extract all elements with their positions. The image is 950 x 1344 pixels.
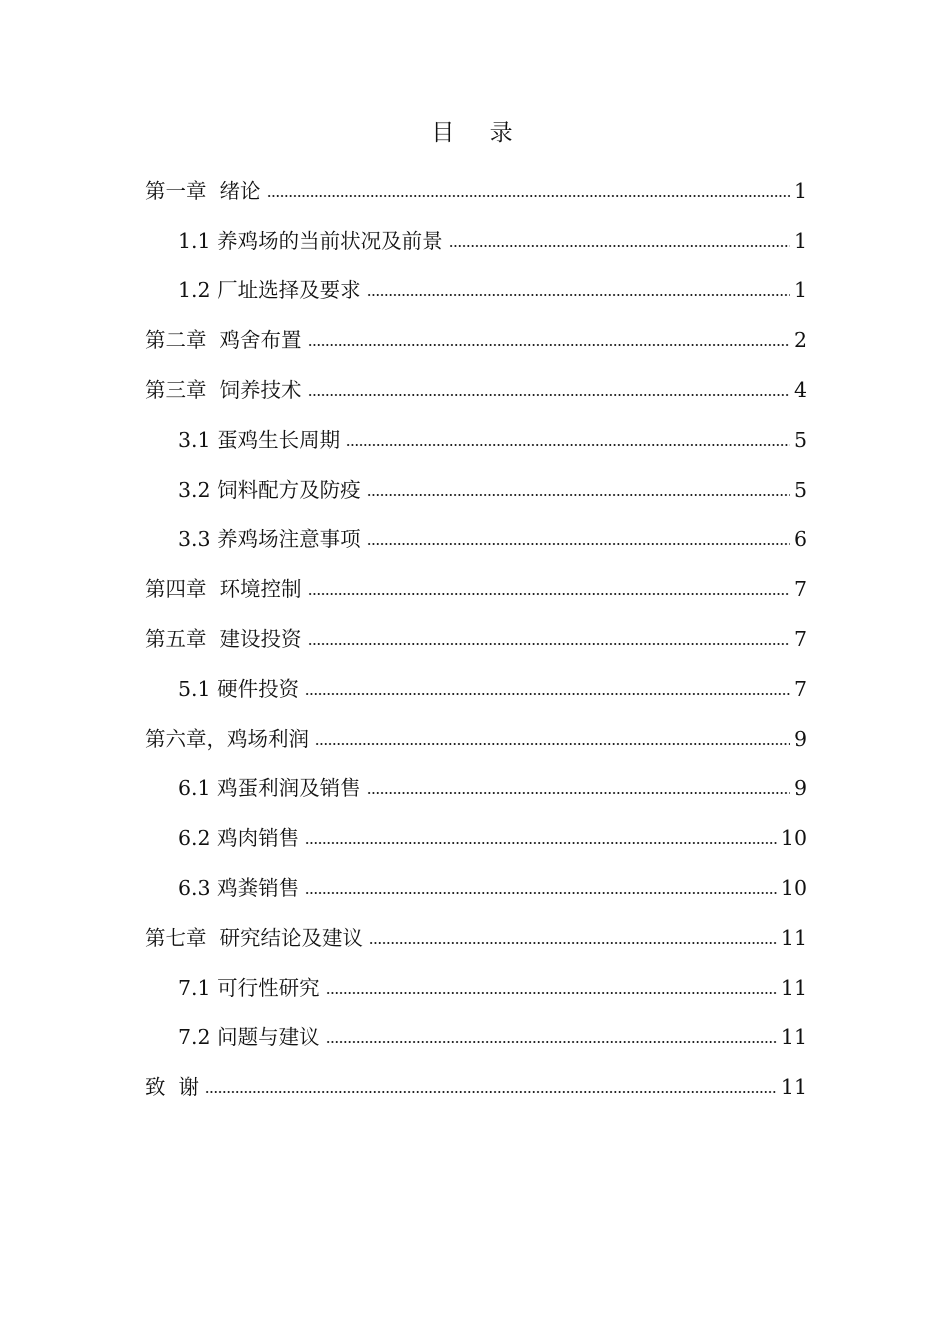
dot-leader — [367, 493, 790, 497]
dot-leader — [205, 1090, 777, 1094]
dot-leader — [367, 293, 790, 297]
toc-entry-page-number: 1 — [793, 228, 807, 253]
toc-entry-label: 第六章，鸡场利润 — [145, 726, 309, 751]
dot-leader — [305, 841, 777, 845]
toc-entry-page-number: 11 — [780, 1025, 807, 1050]
toc-entry-label: 第二章 鸡舍布置 — [145, 328, 302, 353]
toc-entry-label: 3.3 养鸡场注意事项 — [178, 527, 361, 552]
toc-entry-label: 第七章 研究结论及建议 — [145, 925, 364, 950]
dot-leader — [346, 443, 790, 447]
toc-entry-section[interactable] — [145, 216, 807, 266]
toc-entry-chapter[interactable] — [145, 1062, 807, 1112]
toc-entry-section[interactable] — [145, 515, 807, 565]
toc-entry-chapter[interactable] — [145, 166, 807, 216]
toc-entry-label: 6.1 鸡蛋利润及销售 — [178, 776, 361, 801]
toc-entry-label: 第四章 环境控制 — [145, 577, 302, 602]
dot-leader — [267, 194, 790, 198]
toc-entry-page-number: 10 — [780, 826, 807, 851]
dot-leader — [308, 642, 790, 646]
dot-leader — [308, 393, 790, 397]
toc-entry-label: 7.1 可行性研究 — [178, 975, 320, 1000]
toc-entry-section[interactable] — [145, 1013, 807, 1063]
toc-entry-label: 1.1 养鸡场的当前状况及前景 — [178, 228, 443, 253]
dot-leader — [308, 343, 790, 347]
toc-entry-label: 3.1 蛋鸡生长周期 — [178, 427, 341, 452]
toc-entry-section[interactable] — [145, 863, 807, 913]
dot-leader — [305, 692, 790, 696]
toc-entry-label: 5.1 硬件投资 — [178, 676, 300, 701]
toc-entry-label: 6.3 鸡粪销售 — [178, 876, 300, 901]
toc-entry-section[interactable] — [145, 664, 807, 714]
toc-entry-chapter[interactable] — [145, 564, 807, 614]
toc-entry-page-number: 7 — [793, 627, 807, 652]
toc-entry-label: 7.2 问题与建议 — [178, 1025, 320, 1050]
dot-leader — [315, 742, 790, 746]
toc-entry-chapter[interactable] — [145, 365, 807, 415]
toc-entry-label: 第三章 饲养技术 — [145, 378, 302, 403]
toc-entry-section[interactable] — [145, 764, 807, 814]
toc-entry-page-number: 11 — [780, 1075, 807, 1100]
dot-leader — [326, 991, 777, 995]
toc-title: 目 录 — [431, 120, 527, 146]
toc-entry-page-number: 9 — [793, 726, 807, 751]
toc-entry-label: 第五章 建设投资 — [145, 627, 302, 652]
dot-leader — [308, 592, 790, 596]
toc-entry-section[interactable] — [145, 266, 807, 316]
toc-entry-page-number: 1 — [793, 278, 807, 303]
toc-entry-page-number: 4 — [793, 378, 807, 403]
dot-leader — [449, 244, 790, 248]
toc-entry-section[interactable] — [145, 813, 807, 863]
toc-entry-chapter[interactable] — [145, 913, 807, 963]
toc-entry-page-number: 5 — [793, 427, 807, 452]
dot-leader — [326, 1040, 777, 1044]
toc-entry-label: 第一章 绪论 — [145, 178, 261, 203]
toc-entry-page-number: 11 — [780, 975, 807, 1000]
dot-leader — [367, 791, 790, 795]
toc-entry-label: 1.2 厂址选择及要求 — [178, 278, 361, 303]
toc-entry-section[interactable] — [145, 465, 807, 515]
dot-leader — [369, 941, 777, 945]
toc-entry-section[interactable] — [145, 963, 807, 1013]
dot-leader — [305, 891, 777, 895]
toc-entry-page-number: 7 — [793, 676, 807, 701]
toc-list — [145, 166, 807, 1112]
toc-entry-page-number: 9 — [793, 776, 807, 801]
toc-entry-chapter[interactable] — [145, 315, 807, 365]
toc-entry-page-number: 6 — [793, 527, 807, 552]
toc-entry-chapter[interactable] — [145, 714, 807, 764]
toc-entry-label: 致 谢 — [145, 1075, 200, 1100]
toc-entry-page-number: 5 — [793, 477, 807, 502]
toc-entry-page-number: 7 — [793, 577, 807, 602]
toc-entry-chapter[interactable] — [145, 614, 807, 664]
toc-entry-page-number: 1 — [793, 178, 807, 203]
toc-entry-page-number: 2 — [793, 328, 807, 353]
toc-entry-label: 3.2 饲料配方及防疫 — [178, 477, 361, 502]
dot-leader — [367, 542, 790, 546]
toc-entry-page-number: 10 — [780, 876, 807, 901]
toc-entry-page-number: 11 — [780, 925, 807, 950]
toc-entry-label: 6.2 鸡肉销售 — [178, 826, 300, 851]
toc-entry-section[interactable] — [145, 415, 807, 465]
